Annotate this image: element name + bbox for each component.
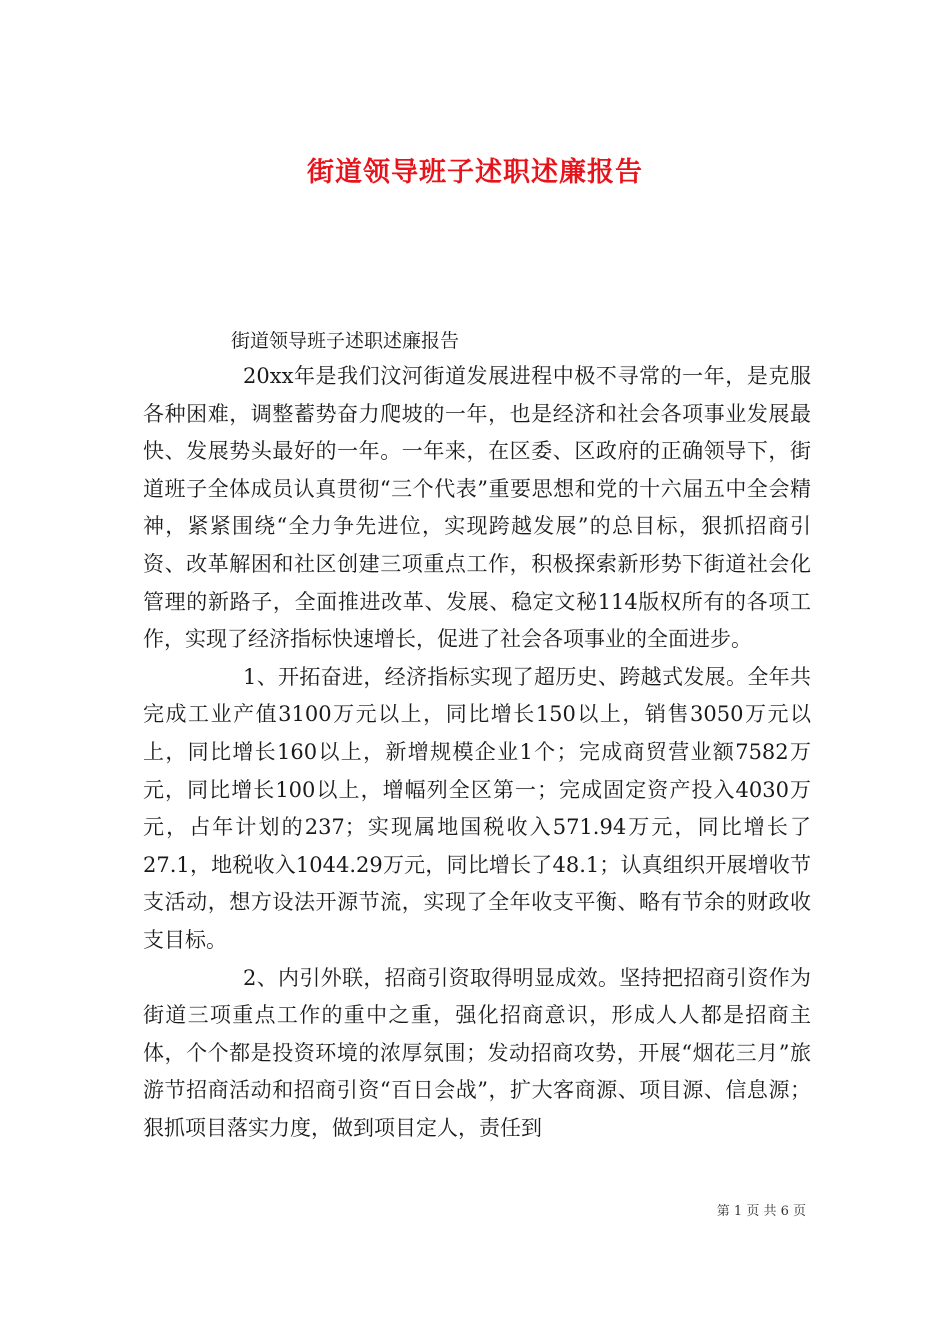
document-body	[143, 324, 811, 1147]
paragraph-economy: 1、开拓奋进，经济指标实现了超历史、跨越式发展。全年共完成工业产值3100万元以上，同比增长150以上，销售3050万元以上，同比增长160以上，新增规模企业1个；完成商贸营业额7582万元，同比增长100以上，增幅列全区第一；完成固定资产投入4030万元，占年计划的237；实现属地国税收入571.94万元，同比增长了27.1，地税收入1044.29万元，同比增长了48.1；认真组织开展增收节支活动，想方设法开源节流，实现了全年收支平衡、略有节余的财政收支目标。	[143, 664, 811, 952]
document-title: 街道领导班子述职述廉报告	[307, 157, 643, 189]
page-number: 第 1 页 共 6 页	[716, 1204, 806, 1219]
paragraph-investment: 2、内引外联，招商引资取得明显成效。坚持把招商引资作为街道三项重点工作的重中之重，强化招商意识，形成人人都是招商主体，个个都是投资环境的浓厚氛围；发动招商攻势，开展“烟花三月”旅游节招商活动和招商引资“百日会战”，扩大客商源、项目源、信息源；狠抓项目落实力度，做到项目定人，责任到	[143, 965, 811, 1140]
paragraph-intro: 20xx年是我们汶河街道发展进程中极不寻常的一年，是克服各种困难，调整蓄势奋力爬坡的一年，也是经济和社会各项事业发展最快、发展势头最好的一年。一年来，在区委、区政府的正确领导下，街道班子全体成员认真贯彻“三个代表”重要思想和党的十六届五中全会精神，紧紧围绕“全力争先进位，实现跨越发展”的总目标，狠抓招商引资、改革解困和社区创建三项重点工作，积极探索新形势下街道社会化管理的新路子，全面推进改革、发展、稳定文秘114版权所有的各项工作，实现了经济指标快速增长，促进了社会各项事业的全面进步。	[143, 364, 811, 652]
document-subtitle: 街道领导班子述职述廉报告	[231, 330, 460, 352]
